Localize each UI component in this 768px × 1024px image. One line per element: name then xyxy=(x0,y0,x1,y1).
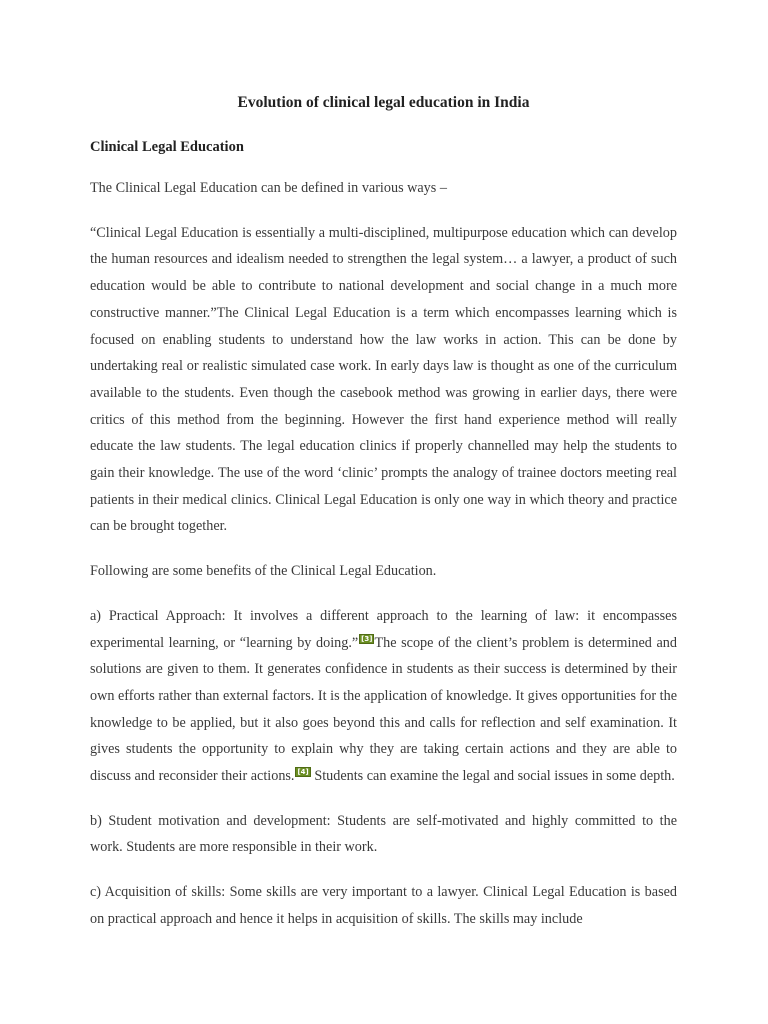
document-title: Evolution of clinical legal education in India xyxy=(237,94,530,111)
definition-paragraph: “Clinical Legal Education is essentially a multi-disciplined, multipurpose education which can develop the human resources and idealism needed to strengthen the legal system… a lawyer, a product of such education would be able to contribute to national development and social change in a much more constructive manner.”The Clinical Legal Education is a term which encompasses learning which is focused on enabling students to understand how the law works in action. This can be done by undertaking real or realistic simulated case work. In early days law is thought as one of the curriculum available to the students. Even though the casebook method was growing in earlier days, there were critics of this method from the beginning. However the first hand experience method will really educate the law students. The legal education clinics if properly channelled may help the students to gain their knowledge. The use of the word ‘clinic’ prompts the analogy of trainee doctors meeting real patients in their medical clinics. Clinical Legal Education is only one way in which theory and practice can be brought together. xyxy=(90,224,677,535)
benefits-intro-paragraph: Following are some benefits of the Clinical Legal Education. xyxy=(90,563,437,580)
intro-paragraph: The Clinical Legal Education can be defined in various ways – xyxy=(90,180,447,196)
section-heading: Clinical Legal Education xyxy=(90,139,244,155)
benefit-a-text-1: a) Practical Approach: It involves a different approach to the learning of law: it encompasses experimental learning, or “learning by doing.” xyxy=(90,607,677,651)
benefit-c-paragraph: c) Acquisition of skills: Some skills are very important to a lawyer. Clinical Legal Education is based on practical approach and hence it helps in acquisition of skills. The skills may include xyxy=(90,884,677,927)
benefit-a-text-3: Students can examine the legal and social issues in some depth. xyxy=(310,768,675,785)
footnote-marker-4[interactable]: [4] xyxy=(297,768,309,777)
benefit-a-paragraph xyxy=(90,603,677,790)
benefit-a-text-2: The scope of the client’s problem is determined and solutions are given to them. It generates confidence in students as their success is determined by their own efforts rather than external factors. It is the application of knowledge. It gives opportunities for the knowledge to be applied, but it also goes beyond this and calls for reflection and self examination. It gives students the opportunity to explain why they are taking certain actions and they are able to discuss and reconsider their actions. xyxy=(90,634,677,785)
document-body xyxy=(90,92,677,933)
benefit-b-paragraph: b) Student motivation and development: Students are self-motivated and highly committed to the work. Students are more responsible in their work. xyxy=(90,812,677,856)
footnote-marker-3[interactable]: [3] xyxy=(361,634,373,643)
